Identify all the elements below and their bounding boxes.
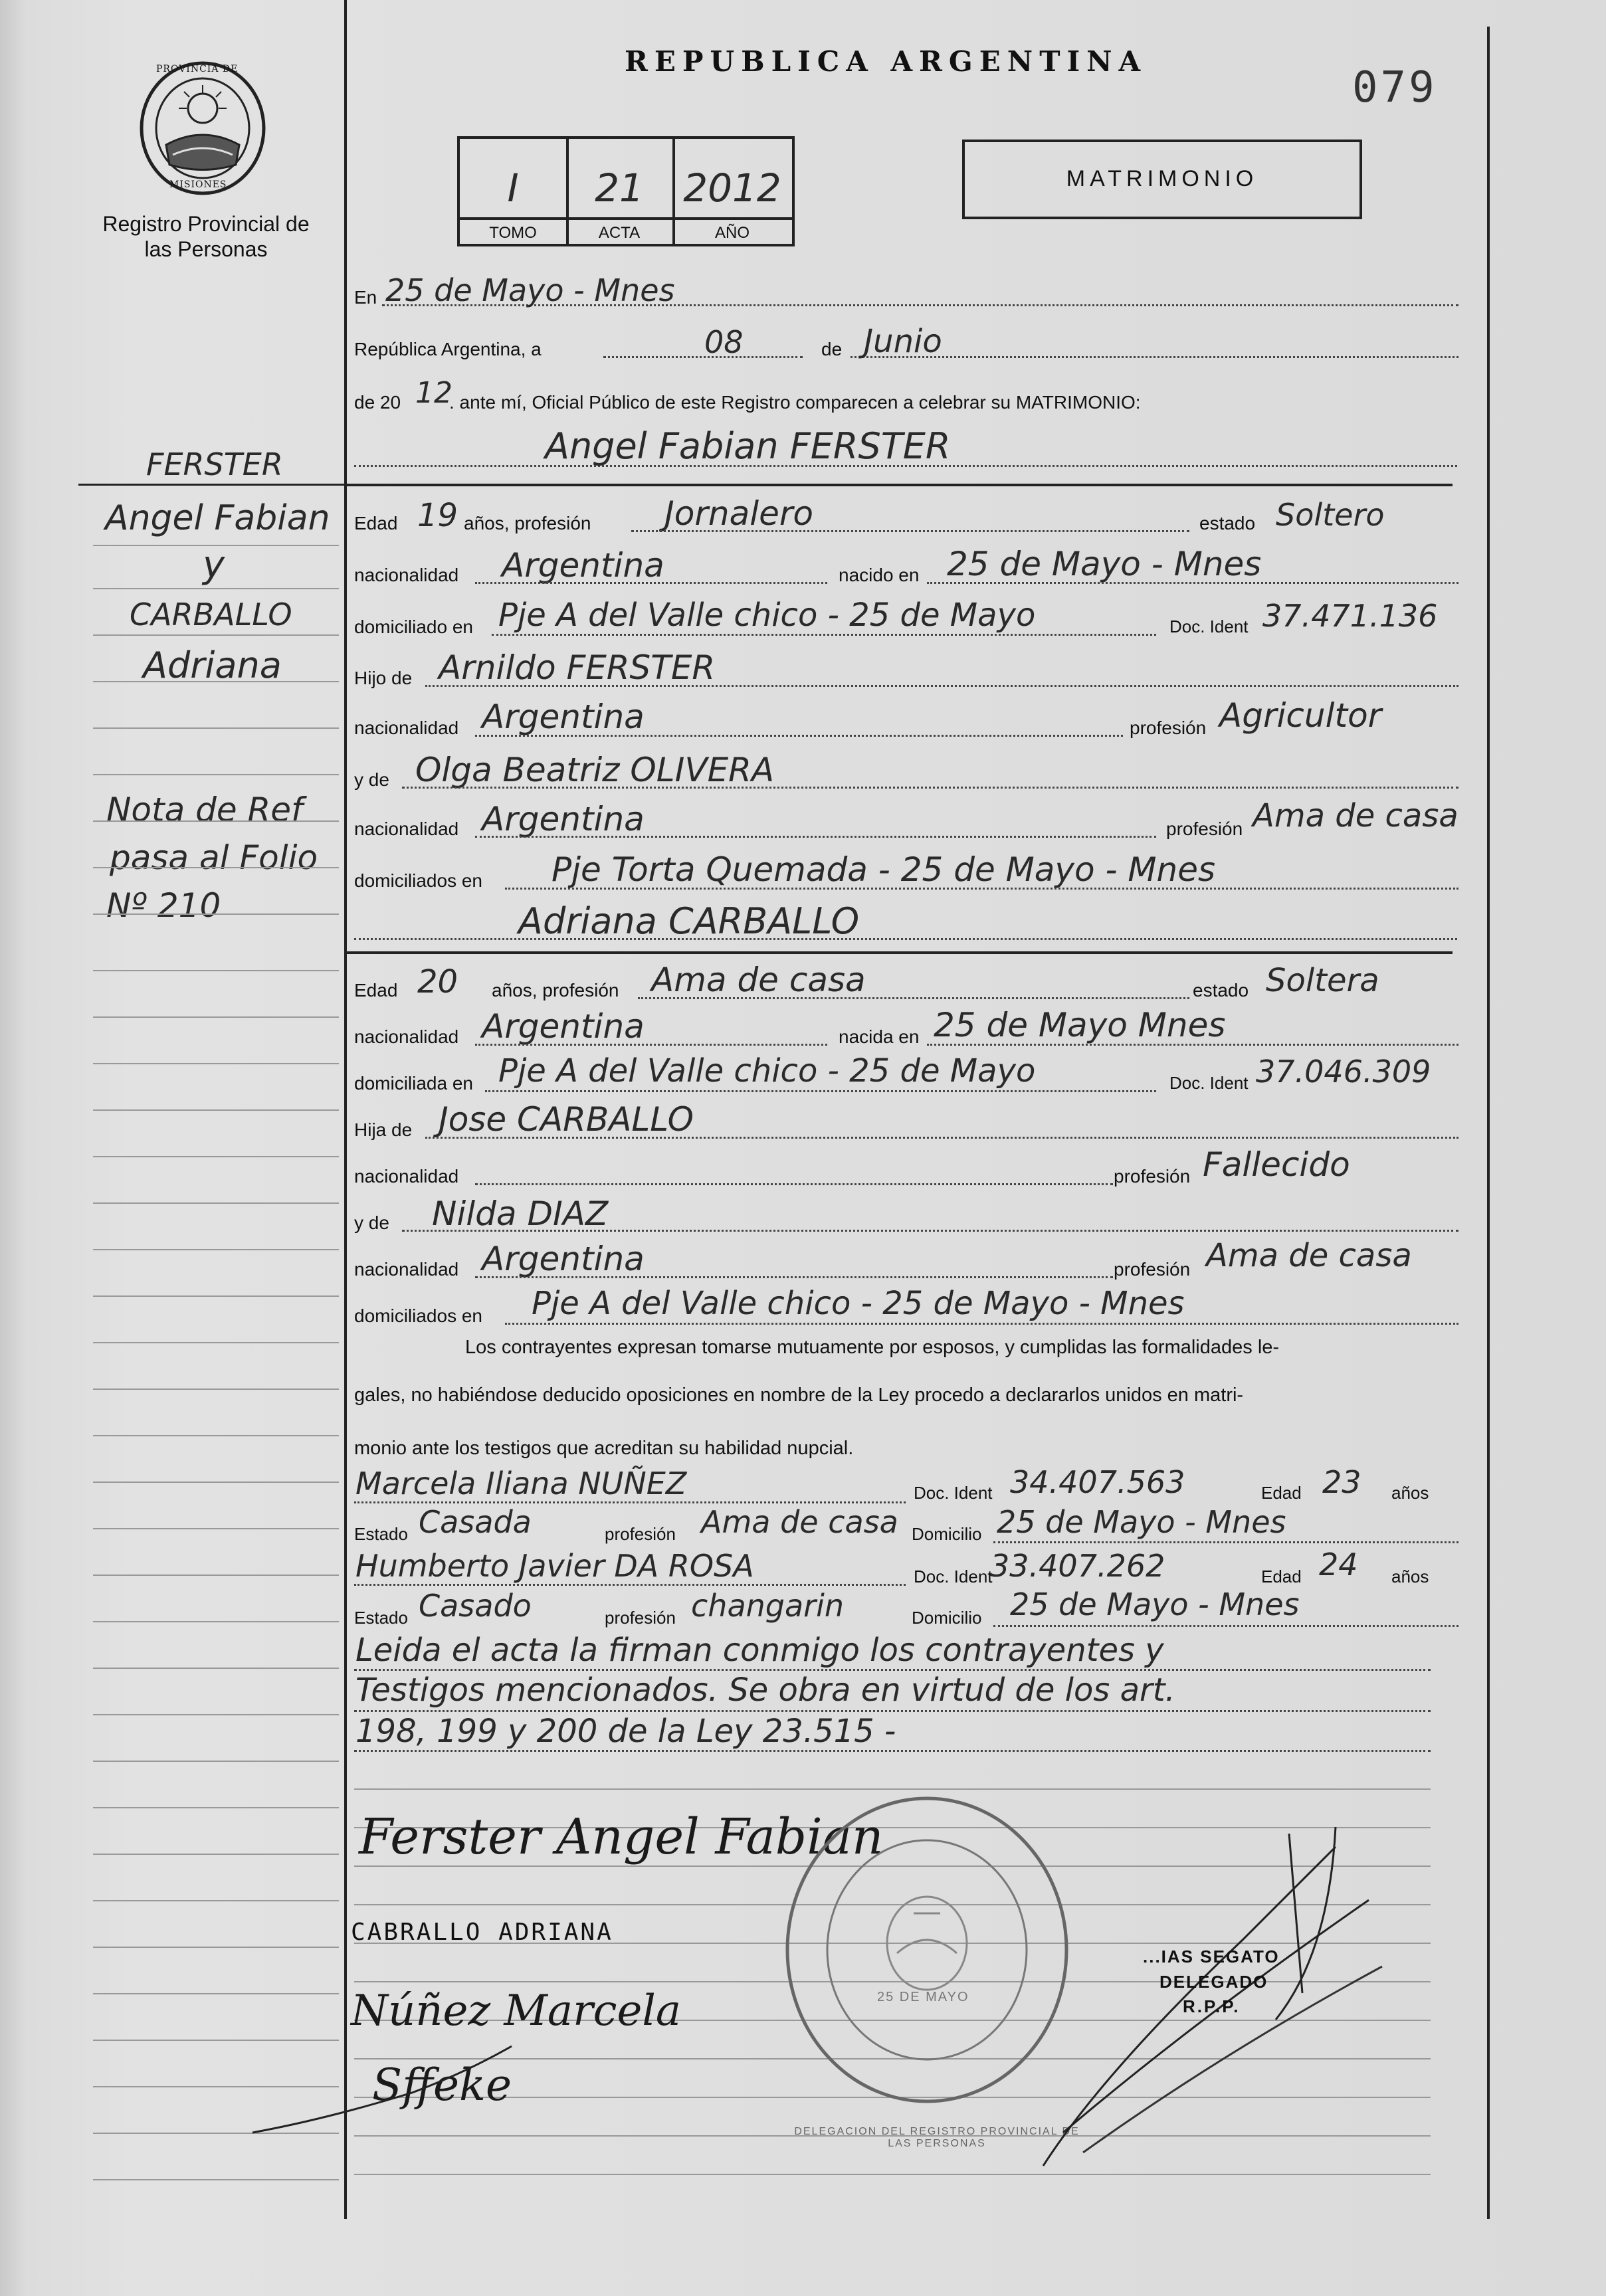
groom-mother-profesion-label: profesión xyxy=(1166,818,1243,839)
bride-age: 20 xyxy=(417,963,458,1001)
bride-domiciliada-label: domiciliada en xyxy=(354,1073,473,1094)
groom-edad-label: Edad xyxy=(354,513,398,533)
tomo-cell xyxy=(460,139,566,244)
bride-nationality: Argentina xyxy=(482,1007,645,1046)
groom-age: 19 xyxy=(417,497,458,534)
witness2-edad-label: Edad xyxy=(1261,1567,1302,1586)
witness2-anos-label: años xyxy=(1391,1567,1429,1586)
bride-profession: Ama de casa xyxy=(651,961,866,999)
acta-value: 21 xyxy=(595,165,644,211)
witness1-profession: Ama de casa xyxy=(701,1504,898,1540)
groom-father-name: Arnildo FERSTER xyxy=(439,648,716,687)
groom-mother-nationality: Argentina xyxy=(482,800,645,838)
bride-nacida-label: nacida en xyxy=(839,1026,920,1047)
margin-names1: Angel Fabian xyxy=(105,498,330,538)
stamp-ring-text: DELEGACION DEL REGISTRO PROVINCIAL DE LAS PERSONAS xyxy=(794,2126,1080,2149)
stamp-center-text: 25 DE MAYO xyxy=(877,1990,969,2004)
witness1-edad-label: Edad xyxy=(1261,1483,1302,1503)
witness1-anos-label: años xyxy=(1391,1483,1429,1503)
declaration-line3: monio ante los testigos que acreditan su habilidad nupcial. xyxy=(354,1438,854,1459)
bride-doc-label: Doc. Ident xyxy=(1169,1073,1249,1093)
groom-yde-label: y de xyxy=(354,769,389,790)
intro-month: Junio xyxy=(864,323,942,360)
year-prefix: de 20 xyxy=(354,392,401,413)
closing-line3: 198, 199 y 200 de la Ley 23.515 - xyxy=(355,1713,896,1750)
bride-parents-address: Pje A del Valle chico - 25 de Mayo - Mnes xyxy=(532,1285,1185,1322)
tomo-label: TOMO xyxy=(489,224,537,242)
groom-civil-status: Soltero xyxy=(1276,497,1385,533)
seal-caption-top: PROVINCIA DE xyxy=(156,64,239,74)
record-box xyxy=(457,136,795,246)
document-type-box xyxy=(962,140,1362,219)
witness1-doc: 34.407.563 xyxy=(1010,1464,1185,1500)
witness1-domicilio: 25 de Mayo - Mnes xyxy=(997,1504,1286,1540)
groom-mother-name: Olga Beatriz OLIVERA xyxy=(415,751,775,789)
bride-father-name: Jose CARBALLO xyxy=(439,1100,694,1139)
groom-anos-profesion-label: años, profesión xyxy=(464,513,591,533)
bride-doc-number: 37.046.309 xyxy=(1256,1054,1431,1090)
page-number: 079 xyxy=(1352,63,1437,112)
seal-caption-bottom: MISIONES xyxy=(169,179,227,190)
closing-line2: Testigos mencionados. Se obra en virtud de los art. xyxy=(355,1672,1175,1709)
witness2-doc-label: Doc. Ident xyxy=(914,1567,993,1586)
groom-nacionalidad-label: nacionalidad xyxy=(354,565,459,585)
delegate-office: R.P.P. xyxy=(1183,1996,1241,2016)
bride-father-profesion-label: profesión xyxy=(1114,1166,1191,1187)
acta-cell xyxy=(566,139,672,244)
witness2-name: Humberto Javier DA ROSA xyxy=(355,1548,754,1584)
groom-profession: Jornalero xyxy=(664,494,814,533)
groom-full-name: Angel Fabian FERSTER xyxy=(545,425,951,467)
groom-domiciliado-label: domiciliado en xyxy=(354,617,473,637)
de-label: de xyxy=(821,339,843,359)
province-seal-icon xyxy=(136,58,269,198)
bride-birthplace: 25 de Mayo Mnes xyxy=(934,1006,1226,1044)
groom-domiciliados-label: domiciliados en xyxy=(354,870,482,891)
margin-note-line3: Nº 210 xyxy=(106,886,221,925)
groom-parents-address: Pje Torta Quemada - 25 de Mayo - Mnes xyxy=(552,850,1216,889)
declaration-line1: Los contrayentes expresan tomarse mutuamente por esposos, y cumplidas las formalidades le- xyxy=(465,1337,1280,1358)
republica-label: República Argentina, a xyxy=(354,339,542,359)
bride-full-name: Adriana CARBALLO xyxy=(518,900,860,942)
margin-surname2: CARBALLO xyxy=(130,597,292,632)
anio-cell xyxy=(672,139,792,244)
bride-mother-profesion-label: profesión xyxy=(1114,1259,1191,1280)
bride-address: Pje A del Valle chico - 25 de Mayo xyxy=(498,1052,1036,1090)
witness2-domicilio: 25 de Mayo - Mnes xyxy=(1010,1586,1300,1622)
bride-estado-label: estado xyxy=(1193,980,1249,1001)
groom-birthplace: 25 de Mayo - Mnes xyxy=(947,545,1262,583)
witness1-age: 23 xyxy=(1322,1464,1361,1500)
closing-line1: Leida el acta la firman conmigo los contrayentes y xyxy=(355,1632,1164,1669)
groom-father-profesion-label: profesión xyxy=(1130,718,1207,738)
witness1-estado: Casada xyxy=(419,1504,532,1540)
year-suffix: 12 xyxy=(415,376,452,410)
delegate-title: DELEGADO xyxy=(1159,1972,1268,1992)
tomo-value: I xyxy=(507,165,519,211)
margin-divider xyxy=(344,0,347,2219)
signature-witness2: Sffeke xyxy=(372,2059,512,2111)
intro-place: 25 de Mayo - Mnes xyxy=(385,272,675,308)
groom-father-nationality: Argentina xyxy=(482,698,645,736)
signature-groom: Ferster Angel Fabian xyxy=(359,1808,884,1866)
witness1-name: Marcela Iliana NUÑEZ xyxy=(355,1466,687,1501)
country-title: REPUBLICA ARGENTINA xyxy=(625,45,1148,78)
acta-label: ACTA xyxy=(598,224,641,242)
signature-witness1: Núñez Marcela xyxy=(351,1986,681,2036)
bride-civil-status: Soltera xyxy=(1266,962,1379,999)
registry-name: Registro Provincial de las Personas xyxy=(102,212,310,261)
signature-bride: CABRALLO ADRIANA xyxy=(351,1919,613,1946)
witness1-profesion-label: profesión xyxy=(605,1524,676,1544)
witness1-estado-label: Estado xyxy=(354,1524,408,1544)
bride-anos-profesion-label: años, profesión xyxy=(492,980,619,1001)
bride-edad-label: Edad xyxy=(354,980,398,1001)
bride-mother-profession: Ama de casa xyxy=(1206,1237,1412,1274)
groom-father-profession: Agricultor xyxy=(1219,696,1382,735)
bride-mother-name: Nilda DIAZ xyxy=(432,1195,609,1233)
bride-mother-nationality: Argentina xyxy=(482,1240,645,1278)
groom-hijo-label: Hijo de xyxy=(354,668,413,688)
witness2-doc: 33.407.262 xyxy=(990,1548,1165,1584)
anio-value: 2012 xyxy=(683,165,781,211)
bride-yde-label: y de xyxy=(354,1212,389,1233)
delegate-name: ...IAS SEGATO xyxy=(1143,1947,1280,1966)
groom-doc-number: 37.471.136 xyxy=(1262,598,1438,634)
groom-estado-label: estado xyxy=(1199,513,1256,533)
margin-names2: Adriana xyxy=(143,644,282,686)
witness2-estado: Casado xyxy=(419,1588,532,1624)
groom-nationality: Argentina xyxy=(502,546,664,585)
witness1-doc-label: Doc. Ident xyxy=(914,1483,993,1503)
bride-mother-nacionalidad-label: nacionalidad xyxy=(354,1259,459,1280)
witness2-domicilio-label: Domicilio xyxy=(912,1608,982,1628)
groom-nacido-label: nacido en xyxy=(839,565,920,585)
witness2-profession: changarin xyxy=(691,1588,845,1624)
groom-address: Pje A del Valle chico - 25 de Mayo xyxy=(498,597,1036,634)
anio-label: AÑO xyxy=(714,224,750,242)
intro-day: 08 xyxy=(704,324,744,360)
margin-conj: y xyxy=(203,543,225,587)
intro-statement: . ante mí, Oficial Público de este Registro comparecen a celebrar su MATRIMONIO: xyxy=(449,392,1141,413)
witness2-age: 24 xyxy=(1319,1547,1358,1582)
groom-doc-label: Doc. Ident xyxy=(1169,617,1249,636)
groom-mother-profession: Ama de casa xyxy=(1253,797,1458,834)
bride-nacionalidad-label: nacionalidad xyxy=(354,1026,459,1047)
margin-surname1: FERSTER xyxy=(146,446,283,482)
witness1-domicilio-label: Domicilio xyxy=(912,1524,982,1544)
groom-father-nacionalidad-label: nacionalidad xyxy=(354,718,459,738)
bride-father-profession: Fallecido xyxy=(1203,1145,1350,1184)
margin-note-line2: pasa al Folio xyxy=(110,838,318,877)
right-border xyxy=(1487,27,1490,2219)
bride-hija-label: Hija de xyxy=(354,1119,413,1140)
signature-flourish xyxy=(246,2040,525,2139)
en-label: En xyxy=(354,287,377,308)
witness2-profesion-label: profesión xyxy=(605,1608,676,1628)
bride-domiciliados-label: domiciliados en xyxy=(354,1305,482,1326)
declaration-line2: gales, no habiéndose deducido oposiciones en nombre de la Ley procedo a declararlos unidos en matri- xyxy=(354,1385,1244,1406)
witness2-estado-label: Estado xyxy=(354,1608,408,1628)
document-type: MATRIMONIO xyxy=(1066,166,1258,191)
bride-father-nacionalidad-label: nacionalidad xyxy=(354,1166,459,1187)
groom-mother-nacionalidad-label: nacionalidad xyxy=(354,818,459,839)
margin-note-line1: Nota de Ref xyxy=(106,791,303,829)
